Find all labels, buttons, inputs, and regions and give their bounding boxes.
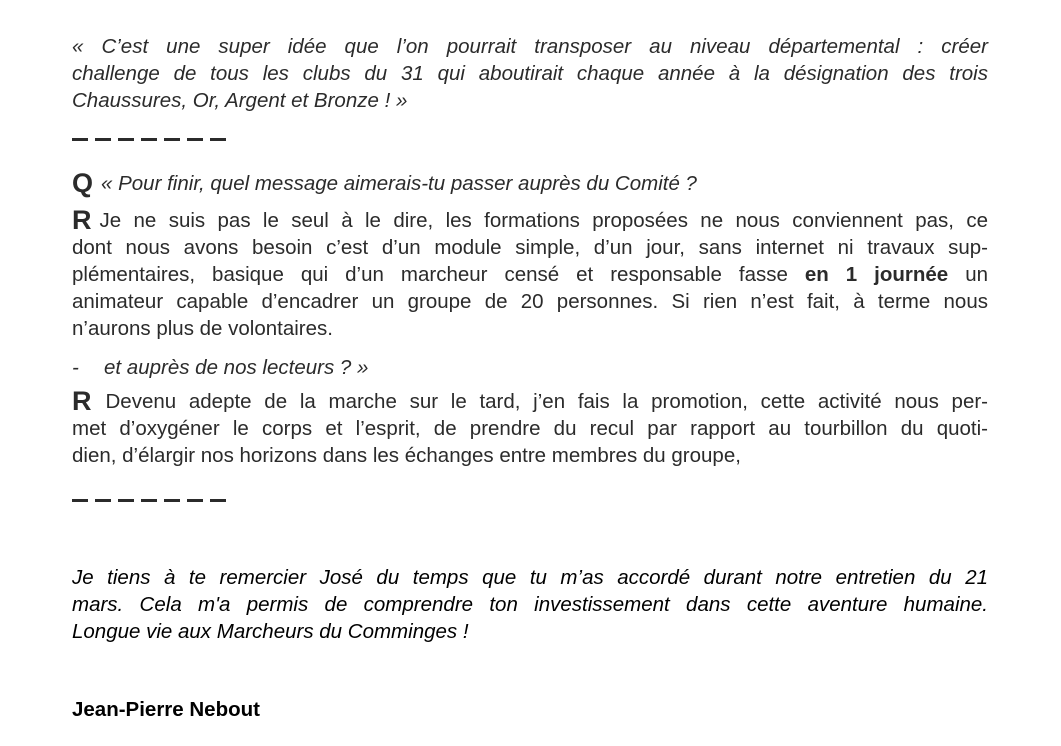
answer-line: plémentaires, basique qui d’un marcheur censé et responsable fasse	[72, 263, 788, 286]
question-text: « Pour finir, quel message aimerais-tu passer auprès du Comité ?	[101, 172, 697, 195]
answer-line: dont nous avons besoin c’est d’un module simple, d’un jour, sans internet ni travaux sup-	[72, 236, 988, 259]
answer-line: dien, d’élargir nos horizons dans les échanges entre membres du groupe,	[72, 444, 741, 467]
closing-paragraph	[72, 564, 988, 645]
author-signature: Jean-Pierre Nebout	[72, 698, 260, 721]
answer-line: animateur capable d’encadrer un groupe de 20 personnes. Si rien n’est fait, à terme nous	[72, 290, 988, 313]
answer-marker: R	[72, 205, 92, 235]
question-marker: Q	[72, 168, 94, 198]
closing-line: Longue vie aux Marcheurs du Comminges !	[72, 620, 469, 643]
quote-paragraph	[72, 33, 988, 114]
answer-2	[72, 388, 988, 469]
quote-line: « C’est une super idée que l’on pourrait transposer au niveau départemental : créer	[72, 35, 988, 58]
closing-line: Je tiens à te remercier José du temps que tu m’as accordé durant notre entretien du 21	[72, 566, 988, 589]
answer-line: Je ne suis pas le seul à le dire, les formations proposées ne nous conviennent pas, ce	[99, 209, 988, 232]
section-separator	[72, 499, 226, 502]
closing-line: mars. Cela m'a permis de comprendre ton investissement dans cette aventure humaine.	[72, 593, 988, 616]
answer-line: n’aurons plus de volontaires.	[72, 317, 333, 340]
question-text: et auprès de nos lecteurs ? »	[104, 356, 369, 379]
answer-1	[72, 207, 988, 342]
quote-line: challenge de tous les clubs du 31 qui aboutirait chaque année à la désignation des trois	[72, 62, 988, 85]
answer-emphasis: en 1 journée	[804, 263, 949, 286]
question-dash: -	[72, 356, 79, 379]
section-separator	[72, 138, 226, 141]
answer-marker: R	[72, 386, 92, 416]
quote-line: Chaussures, Or, Argent et Bronze ! »	[72, 89, 408, 112]
question-1	[72, 170, 988, 197]
question-2	[72, 354, 988, 381]
answer-line: un	[965, 263, 988, 286]
answer-line: met d’oxygéner le corps et l’esprit, de prendre du recul par rapport au tourbillon du quoti-	[72, 417, 988, 440]
answer-line: Devenu adepte de la marche sur le tard, j’en fais la promotion, cette activité nous per-	[105, 390, 988, 413]
